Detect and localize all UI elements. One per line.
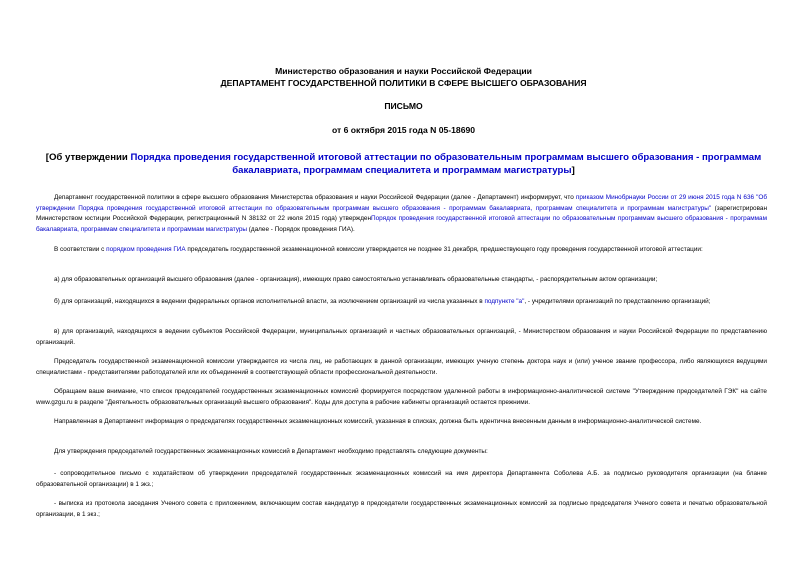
title-prefix: [Об утверждении: [45, 152, 131, 163]
paragraph-11: - выписка из протокола заседания Ученого совета с приложением, включающим состав кандидатур в председатели государственных экзаменационных комиссий за подписью председателя Ученого совета и печатью образовательной организации, в 1 экз.;: [36, 500, 767, 518]
title-suffix: ]: [571, 165, 575, 176]
paragraph-8: Направленная в Департамент информация о председателях государственных экзаменационных комиссий, указанная в списках, должна быть идентична внесенным данным в информационно-аналитической системе.: [54, 418, 702, 425]
paragraph-7: Обращаем ваше внимание, что список председателей государственных экзаменационных комиссий формируется посредством удаленной работы в информационно-аналитической системе "Утверждение председателей ГЭК" на сайте www.gzgu.ru в разделе "Деятельность образовательных организаций высшего образования". Коды для доступа в рабочие кабинеты организаций остается прежними.: [36, 388, 767, 406]
department-name: ДЕПАРТАМЕНТ ГОСУДАРСТВЕННОЙ ПОЛИТИКИ В СФЕРЕ ВЫСШЕГО ОБРАЗОВАНИЯ: [220, 78, 587, 88]
paragraph-4: б) для организаций, находящихся в ведении федеральных органов исполнительной власти, за исключением организаций из числа указанных в подпункте "а", - учредителями организаций по представлению организаций;: [54, 298, 711, 305]
document-date-number: от 6 октября 2015 года N 05-18690: [331, 125, 476, 135]
paragraph-2: В соответствии с порядком проведения ГИА председатель государственной экзаменационной комиссии утверждается не позднее 31 декабря, предшествующего году проведения государственной итоговой аттестации:: [54, 246, 703, 253]
paragraph-10: - сопроводительное письмо с ходатайством об утверждении председателей государственных экзаменационных комиссий на имя директора Департамента Соболева А.Б. за подписью руководителя организации (на бланке образовательной организации) в 1 экз.;: [36, 470, 767, 488]
paragraph-1: Департамент государственной политики в сфере высшего образования Министерства образования и науки Российской Федерации (далее - Департамент) информирует, что приказом Минобрнауки России от 29 июня 2015 года N 636 "Об утверждении Порядка проведения государственной итоговой аттестации по образовательным программам высшего образования - программам бакалавриата, программам специалитета и программам магистратуры" (зарегистрирован Министерством юстиции Российской Федерации, регистрационный N 38132 от 22 июля 2015 года) утвержденПорядок проведения государственной итоговой аттестации по образовательным программам высшего образования - программам бакалавриата, программам специалитета и программам магистратуры (далее - Порядок проведения ГИА).: [36, 194, 768, 233]
document-type: ПИСЬМО: [384, 101, 423, 111]
order-636-link[interactable]: приказом Минобрнауки России от 29 июня 2015 года N 636 "Об утверждении Порядка проведения государственной итоговой аттестации по образовательным программам высшего образования - программам бакалавриата, программам специалитета и программам магистратуры": [36, 194, 768, 212]
subparagraph-a-link[interactable]: подпункте "а": [484, 298, 525, 305]
paragraph-9: Для утверждения председателей государственных экзаменационных комиссий в Департамент необходимо представлять следующие документы:: [54, 448, 488, 455]
paragraph-5: в) для организаций, находящихся в ведении субъектов Российской Федерации, муниципальных организаций и частных образовательных организаций, - Министерством образования и науки Российской Федерации по представлению организаций.: [36, 328, 767, 346]
gia-procedure-link[interactable]: порядком проведения ГИА: [106, 246, 186, 253]
procedure-link[interactable]: Порядок проведения государственной итоговой аттестации по образовательным программам высшего образования - программам бакалавриата, программам специалитета и программам магистратуры: [36, 215, 767, 233]
paragraph-3: а) для образовательных организаций высшего образования (далее - организация), имеющих право самостоятельно устанавливать образовательные стандарты, - распорядительным актом организации;: [54, 276, 658, 283]
document-title: [36, 151, 771, 177]
ministry-name: Министерство образования и науки Российской Федерации: [275, 66, 532, 76]
title-order-link[interactable]: Порядка проведения государственной итоговой аттестации по образовательным программам высшего образования - программам бакалавриата, программам специалитета и программам магистратуры: [130, 152, 762, 176]
paragraph-6: Председатель государственной экзаменационной комиссии утверждается из числа лиц, не работающих в данной организации, имеющих ученую степень доктора наук и (или) ученое звание профессора, либо являющихся ведущими специалистами - представителями работодателей или их объединений в соответствующей области профессиональной деятельности.: [36, 358, 767, 376]
